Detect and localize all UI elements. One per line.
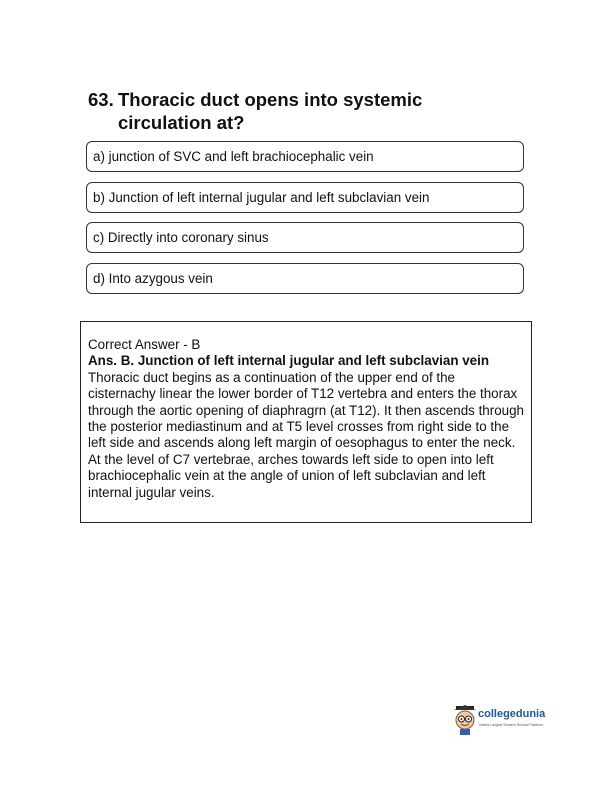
option-d[interactable]: d) Into azygous vein [86, 263, 524, 294]
question-text: Thoracic duct opens into systemic circulation at? [118, 89, 423, 133]
option-a[interactable]: a) junction of SVC and left brachiocephalic vein [86, 141, 524, 172]
option-c[interactable]: c) Directly into coronary sinus [86, 222, 524, 253]
answer-heading: Ans. B. Junction of left internal jugular and left subclavian vein [88, 353, 490, 369]
correct-answer-label: Correct Answer - B [88, 337, 201, 352]
answer-explanation: Thoracic duct begins as a continuation of the upper end of the cisternachy linear the lower border of T12 vertebra and enters the thorax through the aortic opening of diaphragrn (at T12). It then ascends through the posterior mediastinum and at T5 level crosses from right side to the left side and ascends along left margin of oesophagus to enter the neck. At the level of C7 vertebrae, arches towards left side to open into left brachiocephalic vein at the angle of union of left subclavian and left internal jugular veins. [88, 369, 524, 500]
mascot-icon [452, 704, 478, 736]
option-b[interactable]: b) Junction of left internal jugular and left subclavian vein [86, 182, 524, 213]
answer-box [80, 321, 532, 523]
question-number: 63. [88, 89, 114, 110]
logo-tagline: India's Largest Student Review Platform [479, 723, 543, 727]
collegedunia-logo [452, 704, 564, 740]
logo-brand: collegedunia [478, 708, 546, 720]
